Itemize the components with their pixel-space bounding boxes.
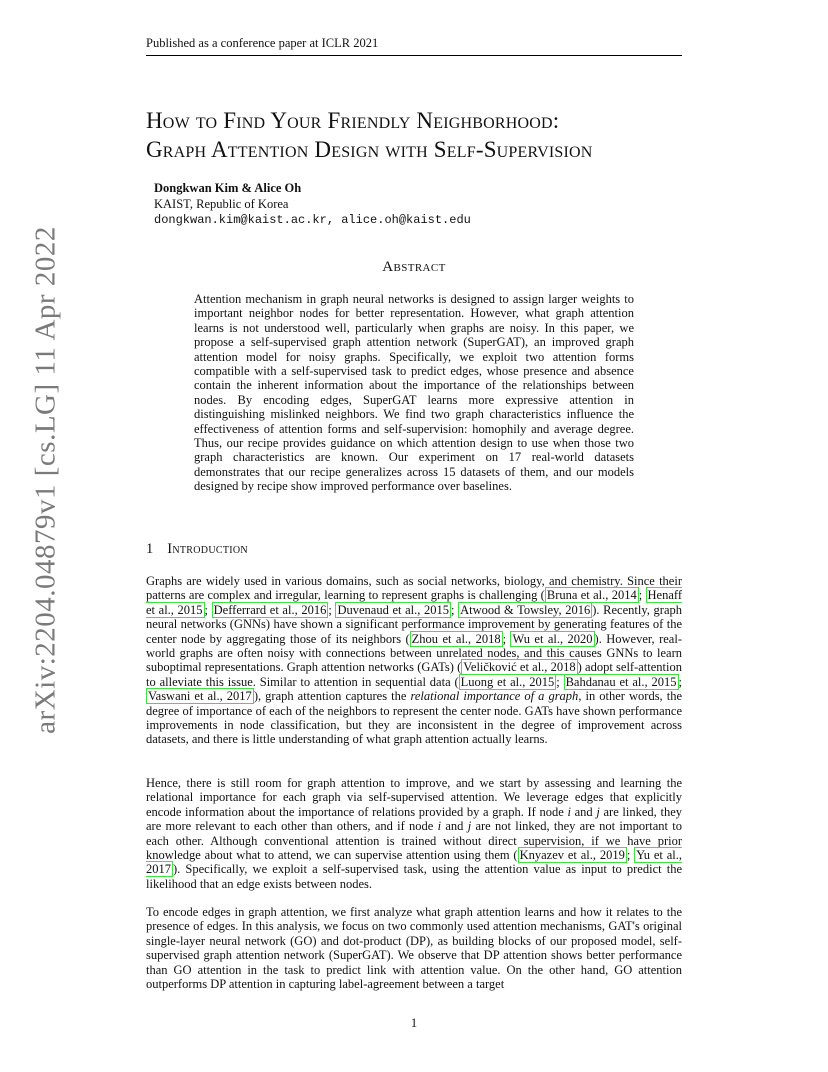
arxiv-stamp-text: arXiv:2204.04879v1 [cs.LG] 11 Apr 2022: [29, 226, 62, 734]
text-run: ), graph attention captures the: [253, 689, 411, 704]
text-run: ;: [638, 588, 646, 603]
text-run: ). Specifically, we exploit a self-supervised task, using the attention value as input to predict the likelihood that an edge exists between nodes.: [146, 862, 682, 891]
author-affiliation: KAIST, Republic of Korea: [154, 197, 289, 211]
text-run: ;: [204, 602, 212, 617]
text-run: ;: [626, 848, 635, 863]
citation-link[interactable]: Duvenaud et al., 2015: [337, 602, 449, 617]
citation-link[interactable]: Defferrard et al., 2016: [213, 602, 327, 617]
text-run: ;: [556, 674, 564, 689]
text-run: and: [570, 804, 597, 819]
text-run: are not linked, they are not important to each other. Although conventional attention is trained without direct supervision, if we have prior knowledge about what to attend, we can supervise attention using them (: [146, 819, 683, 863]
text-run: ;: [502, 631, 511, 646]
citation-link[interactable]: Bruna et al., 2014: [546, 588, 637, 603]
citation-link[interactable]: Wu et al., 2020: [512, 631, 593, 646]
citation-link[interactable]: Veličković et al., 2018: [463, 660, 576, 675]
emphasis: relational importance of a graph: [410, 689, 579, 704]
paper-title: [146, 106, 706, 164]
text-run: ) adopt self-attention to alleviate this issue. Similar to attention in sequential data (: [146, 660, 682, 689]
text-run: Graphs are widely used in various domains, such as social networks, biology, and chemistry. Since their patterns are complex and irregular, learning to represent graphs is challenging (: [146, 574, 682, 603]
intro-paragraph-3: To encode edges in graph attention, we first analyze what graph attention learns and how it relates to the presence of edges. In this analysis, we focus on two commonly used attention mechanisms, GAT's original single-layer neural network (GO) and dot-product (DP), as building blocks of our proposed model, self-supervised graph attention network (SuperGAT). We observe that DP attention shows better performance than GO attention in the task to predict link with attention value. On the other hand, GO attention outperforms DP attention in capturing label-agreement between a target: [146, 905, 682, 992]
math-variable: j: [467, 819, 472, 834]
abstract-heading: Abstract: [382, 259, 446, 275]
running-head: Published as a conference paper at ICLR 2021: [146, 36, 379, 50]
title-line-1: How to Find Your Friendly Neighborhood:: [146, 108, 560, 133]
text-run: ;: [451, 602, 459, 617]
math-variable: i: [567, 804, 571, 819]
text-run: and: [441, 819, 468, 834]
citation-link[interactable]: Yu et al., 2017: [146, 848, 682, 877]
text-run: ;: [328, 602, 336, 617]
author-names: Dongkwan Kim & Alice Oh: [154, 181, 302, 195]
citation-link[interactable]: Luong et al., 2015: [460, 674, 555, 689]
author-emails: dongkwan.kim@kaist.ac.kr, alice.oh@kaist.edu: [154, 213, 471, 227]
text-run: ). However, real-world graphs are often noisy with connections between unrelated nodes, and this causes GNNs to learn suboptimal representations. Graph attention networks (GATs) (: [146, 631, 682, 675]
abstract-text: Attention mechanism in graph neural networks is designed to assign larger weights to important neighbor nodes for better representation. However, what graph attention learns is not understood well, particularly when graphs are noisy. In this paper, we propose a self-supervised graph attention network (SuperGAT), an improved graph attention model for noisy graphs. Specifically, we exploit two attention forms compatible with a self-supervised task to predict edges, whose presence and absence contain the inherent information about the importance of the relationships between nodes. By encoding edges, SuperGAT learns more expressive attention in distinguishing mislinked neighbors. We find two graph characteristics influence the effectiveness of attention forms and self-supervision: homophily and average degree. Thus, our recipe provides guidance on which attention design to use when those two graph characteristics are known. Our experiment on 17 real-world datasets demonstrates that our recipe generalizes across 15 datasets of them, and our models designed by recipe show improved performance over baselines.: [194, 292, 634, 494]
math-variable: j: [596, 804, 600, 819]
citation-link[interactable]: Vaswani et al., 2017: [148, 689, 252, 704]
text-run: are linked, they are more relevant to each other than others, and if node: [146, 804, 682, 834]
text-run: , in other words, the degree of importance of each of the neighbors to represent the center node. GATs have shown performance improvements in node classification, but they are inconsistent in the degree of improvement across datasets, and there is little understanding of what graph attention actually learns.: [146, 689, 683, 747]
text-run: Hence, there is still room for graph attention to improve, and we start by assessing and learning the relational importance for each graph via self-supervised attention. We leverage edges that explicitly encode information about the importance of relations provided by a graph. If node: [146, 776, 682, 819]
intro-paragraph-1: [146, 574, 682, 747]
citation-link[interactable]: Atwood & Towsley, 2016: [460, 602, 591, 617]
citation-link[interactable]: Henaff et al., 2015: [146, 588, 682, 617]
citation-link[interactable]: Knyazev et al., 2019: [519, 848, 625, 863]
text-run: ;: [678, 674, 682, 689]
math-variable: i: [437, 819, 442, 834]
intro-paragraph-2: [146, 776, 682, 891]
title-line-2: Graph Attention Design with Self-Supervision: [146, 137, 593, 162]
section-number: 1: [146, 541, 154, 557]
header-rule: [146, 55, 682, 56]
text-run: ). Recently, graph neural networks (GNNs) have shown a significant performance improvement by generating features of the center node by aggregating those of its neighbors (: [146, 602, 682, 646]
page-number: 1: [410, 1016, 418, 1030]
citation-link[interactable]: Zhou et al., 2018: [411, 631, 501, 646]
citation-link[interactable]: Bahdanau et al., 2015: [565, 674, 677, 689]
section-title: Introduction: [167, 541, 248, 557]
section-heading-introduction: [146, 541, 248, 558]
